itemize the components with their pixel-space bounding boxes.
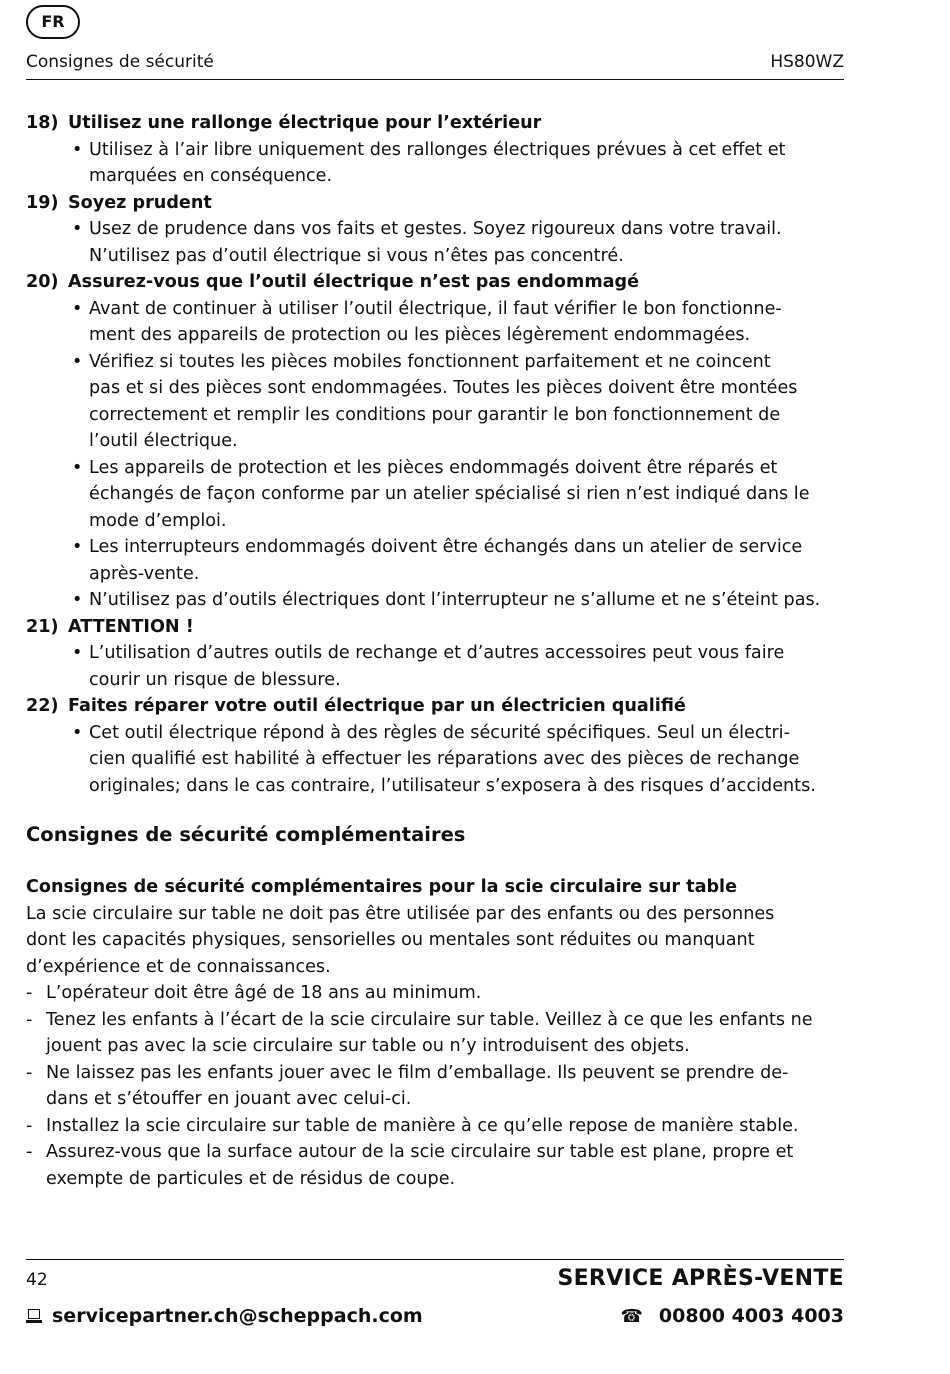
bullet-line: correctement et remplir les conditions pour garantir le bon fonctionnement de (89, 404, 781, 425)
safety-item (26, 693, 844, 799)
bullet-item (26, 720, 844, 800)
bullet-text (89, 720, 844, 800)
dash-item (26, 1139, 844, 1192)
bullet-line: Usez de prudence dans vos faits et gestes. Soyez rigoureux dans votre travail. (89, 219, 782, 239)
dash-line: L’opérateur doit être âgé de 18 ans au minimum. (46, 983, 482, 1003)
dash-line: Tenez les enfants à l’écart de la scie circulaire sur table. Veillez à ce que les enfants ne (46, 1009, 813, 1030)
intro-line: d’expérience et de connaissances. (26, 956, 331, 977)
bullet-line: N’utilisez pas d’outil électrique si vous n’êtes pas concentré. (89, 245, 624, 266)
bullet-dot-icon: • (72, 457, 83, 478)
dash-icon: - (26, 1115, 33, 1136)
dash-item (26, 1007, 844, 1060)
safety-item (26, 190, 844, 270)
intro-line: La scie circulaire sur table ne doit pas être utilisée par des enfants ou des personnes (26, 903, 775, 924)
item-title (26, 190, 844, 217)
dash-text (46, 1007, 844, 1060)
header-section-title: Consignes de sécurité (26, 52, 214, 72)
item-title (26, 269, 844, 296)
phone-text[interactable]: 00800 4003 4003 (658, 1305, 844, 1327)
service-label: SERVICE APRÈS-VENTE (557, 1266, 844, 1291)
bullet-line: mode d’emploi. (89, 510, 227, 531)
bullet-line: Avant de continuer à utiliser l’outil électrique, il faut vérifier le bon fonctionne- (89, 298, 782, 319)
item-number: 21) (26, 616, 59, 637)
item-title (26, 614, 844, 641)
dash-line: jouent pas avec la scie circulaire sur table ou n’y introduisent des objets. (46, 1036, 690, 1056)
dash-icon: - (26, 1142, 33, 1162)
bullet-line: pas et si des pièces sont endommagées. Toutes les pièces doivent être montées (89, 378, 798, 398)
dash-line: Ne laissez pas les enfants jouer avec le film d’emballage. Ils peuvent se prendre de- (46, 1062, 789, 1083)
dash-line: exempte de particules et de résidus de coupe. (46, 1168, 456, 1189)
item-number: 19) (26, 192, 59, 213)
dash-item (26, 980, 844, 1007)
item-number: 18) (26, 113, 59, 133)
item-heading: ATTENTION ! (68, 616, 194, 637)
item-title (26, 693, 844, 720)
bullet-line: courir un risque de blessure. (89, 669, 341, 690)
dash-text (46, 980, 844, 1007)
footer-divider (26, 1259, 844, 1260)
phone-icon: ☎ (620, 1305, 643, 1327)
bullet-item (26, 137, 844, 190)
bullet-text (89, 349, 844, 455)
safety-item (26, 614, 844, 694)
intro-paragraph (26, 901, 844, 981)
bullet-line: N’utilisez pas d’outils électriques dont l’interrupteur ne s’allume et ne s’éteint pas. (89, 590, 821, 610)
bullet-line: marquées en conséquence. (89, 166, 333, 186)
item-heading: Faites réparer votre outil électrique par un électricien qualifié (68, 696, 686, 716)
item-number: 22) (26, 696, 59, 716)
service-phone[interactable] (620, 1305, 844, 1327)
bullet-line: ment des appareils de protection ou les pièces légèrement endommagées. (89, 325, 751, 345)
dash-item (26, 1060, 844, 1113)
bullet-item (26, 640, 844, 693)
bullet-dot-icon: • (72, 590, 83, 610)
dash-list (26, 980, 844, 1192)
bullet-text (89, 137, 844, 190)
dash-text (46, 1113, 844, 1140)
bullet-item (26, 534, 844, 587)
bullet-dot-icon: • (72, 537, 83, 557)
item-heading: Utilisez une rallonge électrique pour l’extérieur (68, 113, 542, 133)
dash-text (46, 1060, 844, 1113)
email-text[interactable]: servicepartner.ch@scheppach.com (52, 1305, 423, 1327)
bullet-dot-icon: • (72, 722, 83, 743)
bullet-dot-icon: • (72, 643, 83, 663)
dash-text (46, 1139, 844, 1192)
bullet-text (89, 640, 844, 693)
dash-icon: - (26, 983, 33, 1003)
laptop-icon (26, 1309, 42, 1323)
item-number: 20) (26, 272, 59, 292)
dash-icon: - (26, 1009, 33, 1030)
bullet-line: après-vente. (89, 563, 200, 584)
bullet-line: Cet outil électrique répond à des règles de sécurité spécifiques. Seul un électri- (89, 722, 790, 743)
bullet-line: Les appareils de protection et les pièces endommagés doivent être réparés et (89, 457, 778, 478)
item-title (26, 110, 844, 137)
item-heading: Soyez prudent (68, 192, 212, 213)
bullet-line: L’utilisation d’autres outils de rechange et d’autres accessoires peut vous faire (89, 643, 785, 663)
page-number: 42 (26, 1270, 48, 1290)
language-badge: FR (26, 5, 80, 39)
bullet-dot-icon: • (72, 139, 83, 160)
dash-item (26, 1113, 844, 1140)
bullet-item (26, 587, 844, 614)
bullet-item (26, 455, 844, 535)
intro-line: dont les capacités physiques, sensorielles ou mentales sont réduites ou manquant (26, 930, 755, 950)
bullet-line: originales; dans le cas contraire, l’utilisateur s’exposera à des risques d’accidents. (89, 775, 816, 796)
safety-item (26, 269, 844, 614)
sub-title: Consignes de sécurité complémentaires pour la scie circulaire sur table (26, 877, 738, 897)
bullet-dot-icon: • (72, 219, 83, 239)
bullet-text (89, 534, 844, 587)
bullet-text (89, 296, 844, 349)
bullet-line: cien qualifié est habilité à effectuer les réparations avec des pièces de rechange (89, 749, 800, 769)
header-model: HS80WZ (770, 52, 844, 72)
safety-item (26, 110, 844, 190)
numbered-safety-list (26, 110, 844, 799)
bullet-item (26, 296, 844, 349)
dash-line: Assurez-vous que la surface autour de la scie circulaire sur table est plane, propre et (46, 1142, 794, 1162)
header-divider (26, 79, 844, 80)
bullet-item (26, 349, 844, 455)
section-title: Consignes de sécurité complémentaires (26, 823, 466, 846)
service-email[interactable] (26, 1305, 423, 1327)
bullet-line: Utilisez à l’air libre uniquement des rallonges électriques prévues à cet effet et (89, 139, 786, 160)
item-heading: Assurez-vous que l’outil électrique n’est pas endommagé (68, 272, 640, 292)
bullet-line: Les interrupteurs endommagés doivent être échangés dans un atelier de service (89, 537, 803, 557)
bullet-text (89, 216, 844, 269)
bullet-text (89, 455, 844, 535)
bullet-line: l’outil électrique. (89, 431, 238, 451)
bullet-dot-icon: • (72, 298, 83, 319)
bullet-line: échangés de façon conforme par un atelier spécialisé si rien n’est indiqué dans le (89, 484, 810, 504)
bullet-line: Vérifiez si toutes les pièces mobiles fonctionnent parfaitement et ne coincent (89, 351, 771, 372)
bullet-text (89, 587, 844, 614)
content-body (26, 110, 844, 1192)
bullet-item (26, 216, 844, 269)
dash-line: dans et s’étouffer en jouant avec celui-ci. (46, 1089, 412, 1109)
dash-line: Installez la scie circulaire sur table de manière à ce qu’elle repose de manière stable. (46, 1115, 799, 1136)
dash-icon: - (26, 1062, 33, 1083)
bullet-dot-icon: • (72, 351, 83, 372)
